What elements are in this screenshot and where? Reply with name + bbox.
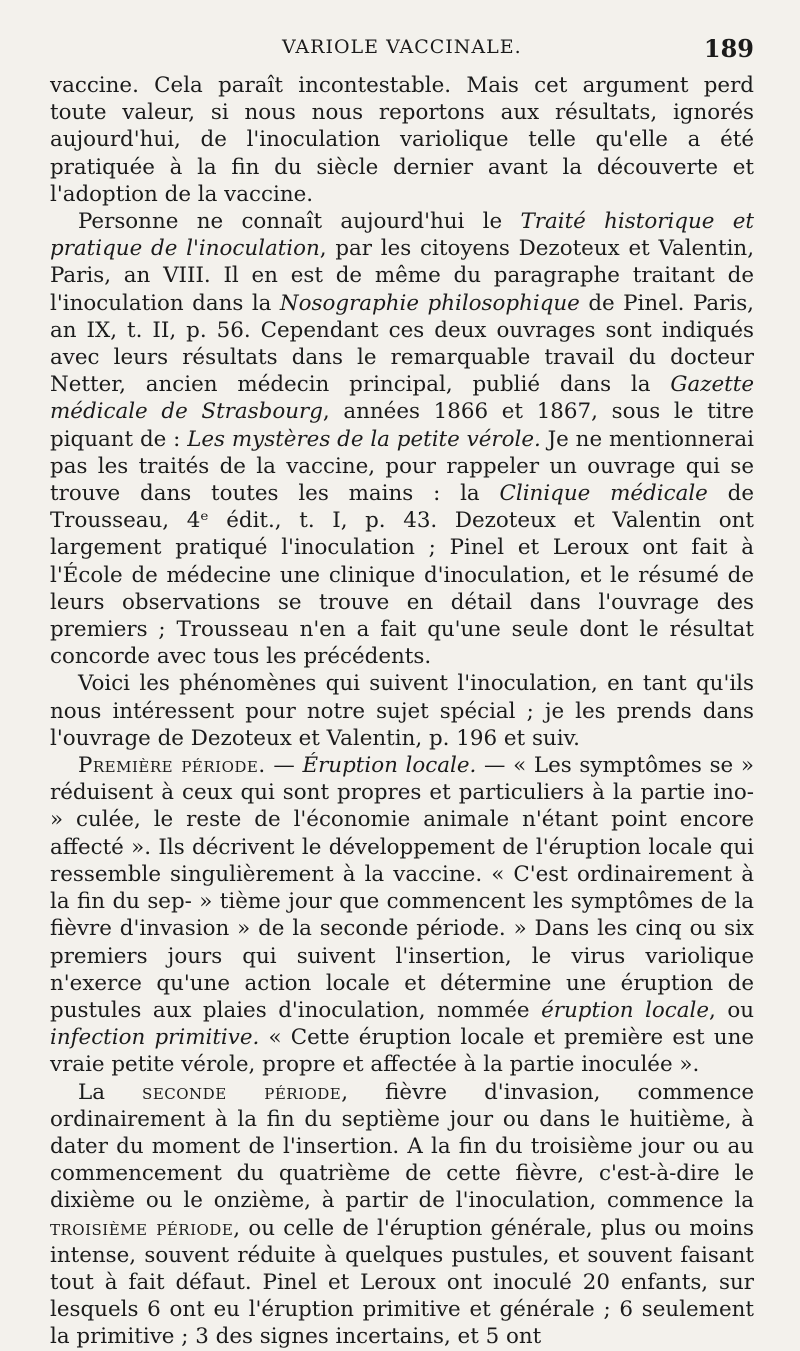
p2-text-6: de Trousseau, 4ᵉ édit., t. I, p. 43. Dezoteux et Valentin ont largement pratiqué l'inoculation ; Pinel et Leroux ont fait à l'École de médecine une clinique d'inoculation, et le résumé de leurs observations se trouve en détail dans l'ouvrage des premiers ; Trousseau n'en a fait qu'une seule dont le résultat concorde avec tous les précédents. (50, 481, 754, 670)
p5-term-troisieme-periode: troisième période (50, 1215, 234, 1241)
p2-title-mysteres: Les mystères de la petite vérole. (187, 426, 541, 452)
p2-text-2: , par les citoyens Dezoteux et Valentin, Paris, an VIII. Il en est de même du paragraphe traitant de l'inoculation dans la (50, 236, 754, 316)
p5-term-seconde-periode: seconde période (142, 1079, 342, 1105)
p2-title-gazette: Gazette médicale de Strasbourg (50, 372, 754, 425)
p5-text-3: , ou celle de l'éruption générale, plus ou moins intense, souvent réduite à quelques pustules, et souvent faisant tout à fait défaut. Pinel et Leroux ont inoculé 20 enfants, sur lesquels 6 ont eu l'éruption primitive et générale ; 6 seulement la primitive ; 3 des signes incertains, et 5 ont (50, 1215, 754, 1350)
p2-text-1: Personne ne connaît aujourd'hui le (78, 209, 521, 235)
p4-term-eruption-locale: éruption locale (541, 997, 710, 1023)
p5-text-2: , fièvre d'invasion, commence ordinairement à la fin du septième jour ou dans le huitième, à dater du moment de l'insertion. A la fin du troisième jour ou au commencement du quatrième de cette fièvre, c'est-à-dire le dixième ou le onzième, à partir de l'inoculation, commence la (50, 1079, 754, 1214)
running-title: VARIOLE VACCINALE. (282, 36, 522, 58)
body-text (50, 72, 754, 1351)
p2-title-traite: Traité historique et pratique de l'inoculation (50, 209, 754, 262)
paragraph-3: Voici les phénomènes qui suivent l'inoculation, en tant qu'ils nous intéressent pour notre sujet spécial ; je les prends dans l'ouvrage de Dezoteux et Valentin, p. 196 et suiv. (50, 671, 754, 751)
paragraph-5 (50, 1079, 754, 1351)
p4-term-infection-primitive: infection primitive. (50, 1025, 260, 1051)
p2-text-3: de Pinel. Paris, an IX, t. II, p. 56. Cependant ces deux ouvrages sont indiqués avec leurs résultats dans le remarquable travail du docteur Netter, ancien médecin principal, publié dans la (50, 290, 754, 398)
page-number: 189 (703, 34, 754, 63)
p2-title-nosographie: Nosographie philosophique (279, 290, 580, 316)
paragraph-2 (50, 208, 754, 670)
p4-text-2: , ou (709, 997, 754, 1023)
p2-text-4: , années 1866 et 1867, sous le titre piquant de : (50, 399, 754, 452)
p4-text-3: « Cette éruption locale et première est une vraie petite vérole, propre et affectée à la partie inoculée ». (50, 1025, 755, 1078)
paragraph-4 (50, 752, 754, 1078)
p2-title-clinique: Clinique médicale (499, 481, 708, 507)
page-header (50, 26, 754, 72)
p2-text-5: Je ne mentionnerai pas les traités de la vaccine, pour rappeler un ouvrage qui se trouve dans toutes les mains : la (50, 426, 755, 507)
p5-text-1: La (78, 1079, 143, 1105)
p4-dash: — (265, 753, 303, 779)
p4-heading-eruption-locale: Éruption locale. (302, 753, 477, 779)
p4-text-1: — « Les symptômes se » réduisent à ceux qui sont propres et particuliers à la partie ino- » culée, le reste de l'économie animale n'étant point encore affecté ». Ils décrivent le développement de l'éruption locale qui ressemble singulièrement à la vaccine. « C'est ordinairement à la fin du sep- » tième jour que commencent les symptômes de la fièvre d'invasion » de la seconde période. » Dans les cinq ou six premiers jours qui suivent l'insertion, le virus variolique n'exerce qu'une action locale et détermine une éruption de pustules aux plaies d'inoculation, nommée (50, 753, 754, 1023)
p4-heading-premiere-periode: Première période. (78, 753, 266, 779)
paragraph-1: vaccine. Cela paraît incontestable. Mais cet argument perd toute valeur, si nous nous reportons aux résultats, ignorés aujourd'hui, de l'inoculation variolique telle qu'elle a été pratiquée à la fin du siècle dernier avant la découverte et l'adoption de la vaccine. (50, 73, 754, 207)
